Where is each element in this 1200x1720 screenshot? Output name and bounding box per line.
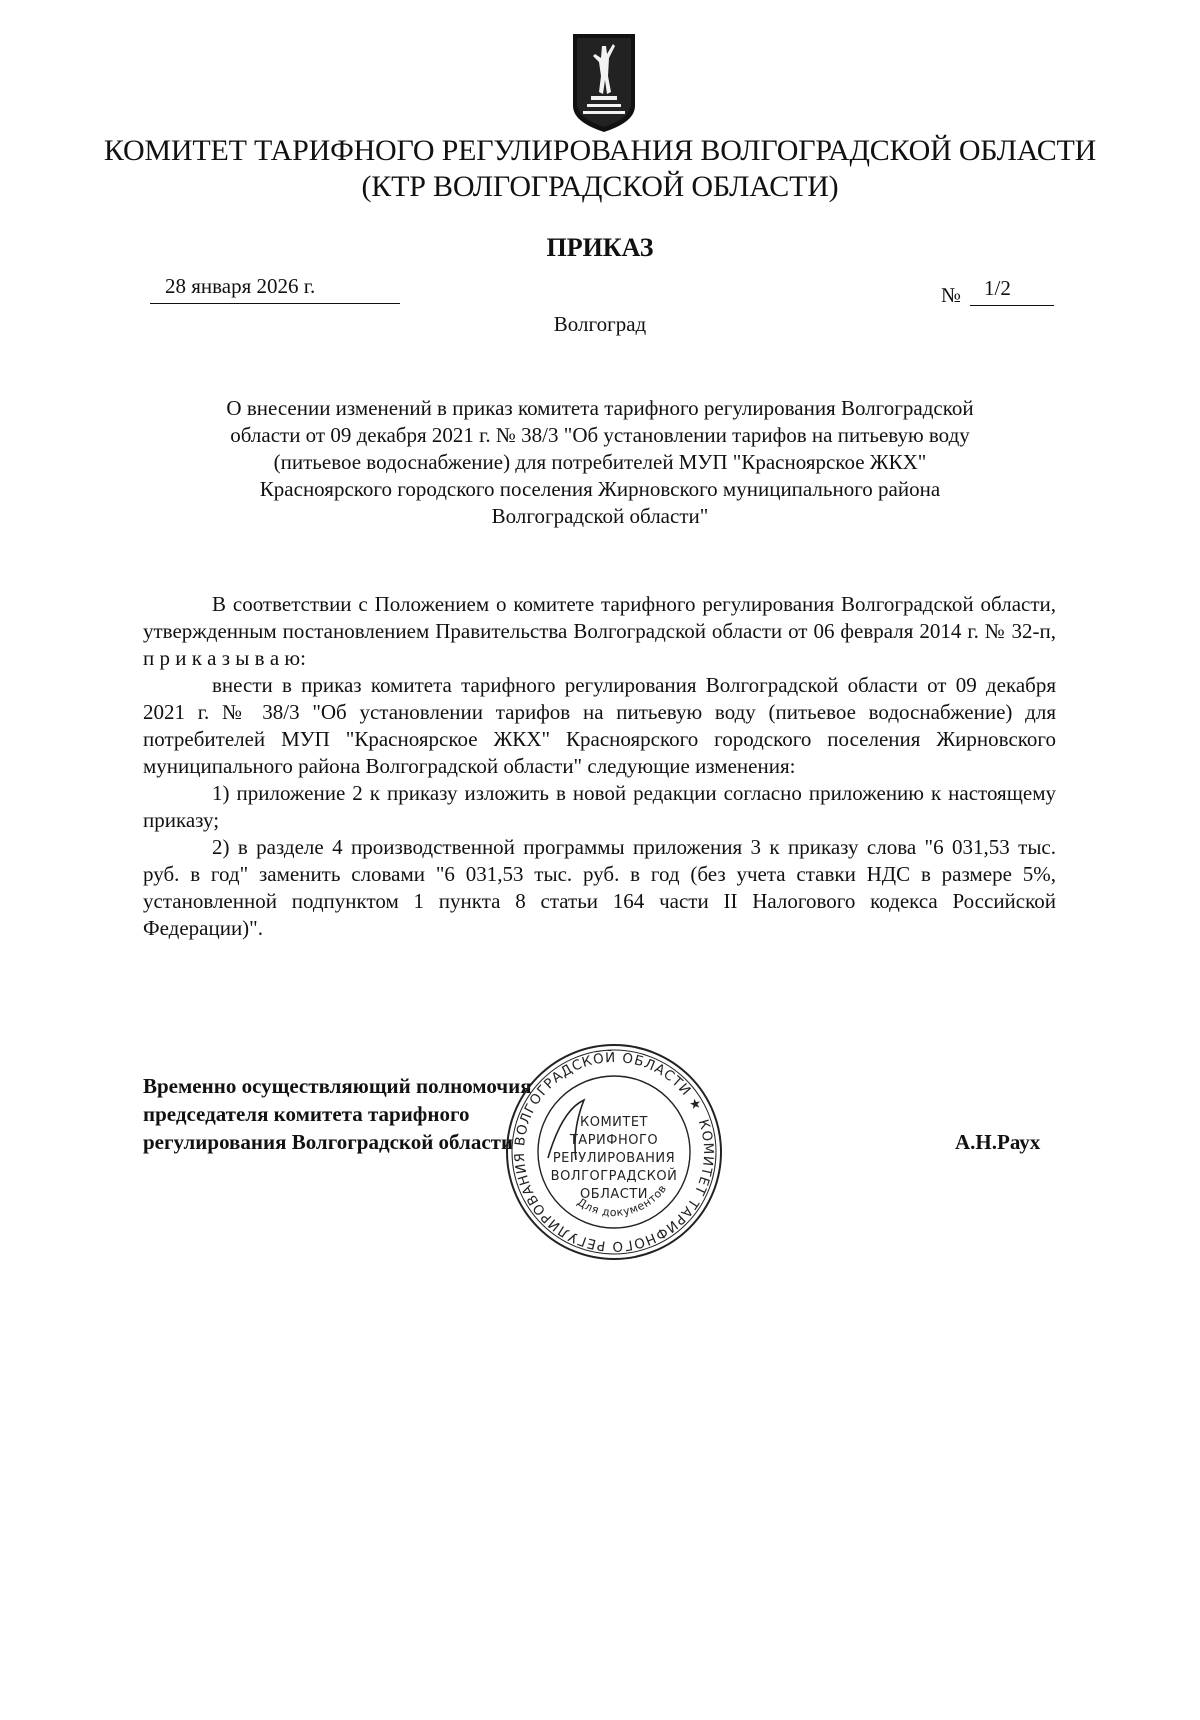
subject-line: Волгоградской области" (491, 504, 709, 528)
subject-line: (питьевое водоснабжение) для потребителей МУП "Красноярское ЖКХ" (273, 450, 927, 474)
order-number: 1/2 (970, 275, 1054, 306)
subject-line: области от 09 декабря 2021 г. № 38/3 "Об установлении тарифов на питьевую воду (230, 423, 970, 447)
stamp-center-line: РЕГУЛИРОВАНИЯ (552, 1151, 676, 1166)
order-date: 28 января 2026 г. (150, 273, 400, 304)
stamp-center-line: ВОЛГОГРАДСКОЙ (550, 1169, 678, 1184)
body-paragraph: 2) в разделе 4 производственной программы приложения 3 к приказу слова "6 031,53 тыс. руб. в год" заменить словами "6 031,53 тыс. руб. в год (без учета ставки НДС в размере 5%, установленной подпунктом 1 пункта 8 статьи 164 части II Налогового кодекса Российской Федерации)". (143, 835, 1056, 940)
signatory-position-line: регулирования Волгоградской области (143, 1130, 514, 1154)
organization-abbreviation: (КТР ВОЛГОГРАДСКОЙ ОБЛАСТИ) (361, 170, 839, 203)
stamp-ring-text: КОМИТЕТ ТАРИФНОГО РЕГУЛИРОВАНИЯ ВОЛГОГРАДСКОЙ ОБЛАСТИ ★ (511, 1049, 717, 1255)
body-paragraph: 1) приложение 2 к приказу изложить в новой редакции согласно приложению к настоящему приказу; (143, 781, 1056, 832)
organization-name: КОМИТЕТ ТАРИФНОГО РЕГУЛИРОВАНИЯ ВОЛГОГРАДСКОЙ ОБЛАСТИ (103, 134, 1097, 167)
body-paragraph: В соответствии с Положением о комитете тарифного регулирования Волгоградской области, утвержденным постановлением Правительства Волгоградской области от 06 февраля 2014 г. № 32-п, п р и к а з ы в а ю: (143, 592, 1056, 670)
document-title: ПРИКАЗ (546, 233, 654, 262)
stamp-inner-arc-text: Для документов (574, 1182, 670, 1220)
stamp-center-line: КОМИТЕТ (580, 1115, 648, 1130)
subject-line: О внесении изменений в приказ комитета тарифного регулирования Волгоградской (226, 396, 974, 420)
subject-line: Красноярского городского поселения Жирновского муниципального района (259, 477, 941, 501)
order-number-sign: № (941, 283, 962, 307)
official-stamp-icon (502, 1040, 726, 1264)
stamp-center-line: ОБЛАСТИ (579, 1187, 649, 1202)
stamp-center-line: ТАРИФНОГО (569, 1133, 659, 1148)
volgograd-coat-of-arms-icon (569, 32, 639, 134)
order-city: Волгоград (553, 312, 647, 336)
signatory-position (143, 1072, 532, 1156)
signatory-position-line: председателя комитета тарифного (143, 1102, 470, 1126)
body-paragraph: внести в приказ комитета тарифного регулирования Волгоградской области от 09 декабря 2021 г. № 38/3 "Об установлении тарифов на питьевую воду (питьевое водоснабжение) для потребителей МУП "Красноярское ЖКХ" Красноярского городского поселения Жирновского муниципального района Волгоградской области" следующие изменения: (143, 673, 1056, 778)
order-body (143, 591, 1056, 942)
signatory-position-line: Временно осуществляющий полномочия (143, 1074, 532, 1098)
signatory-name: А.Н.Раух (955, 1130, 1041, 1154)
order-subject (140, 395, 1060, 530)
